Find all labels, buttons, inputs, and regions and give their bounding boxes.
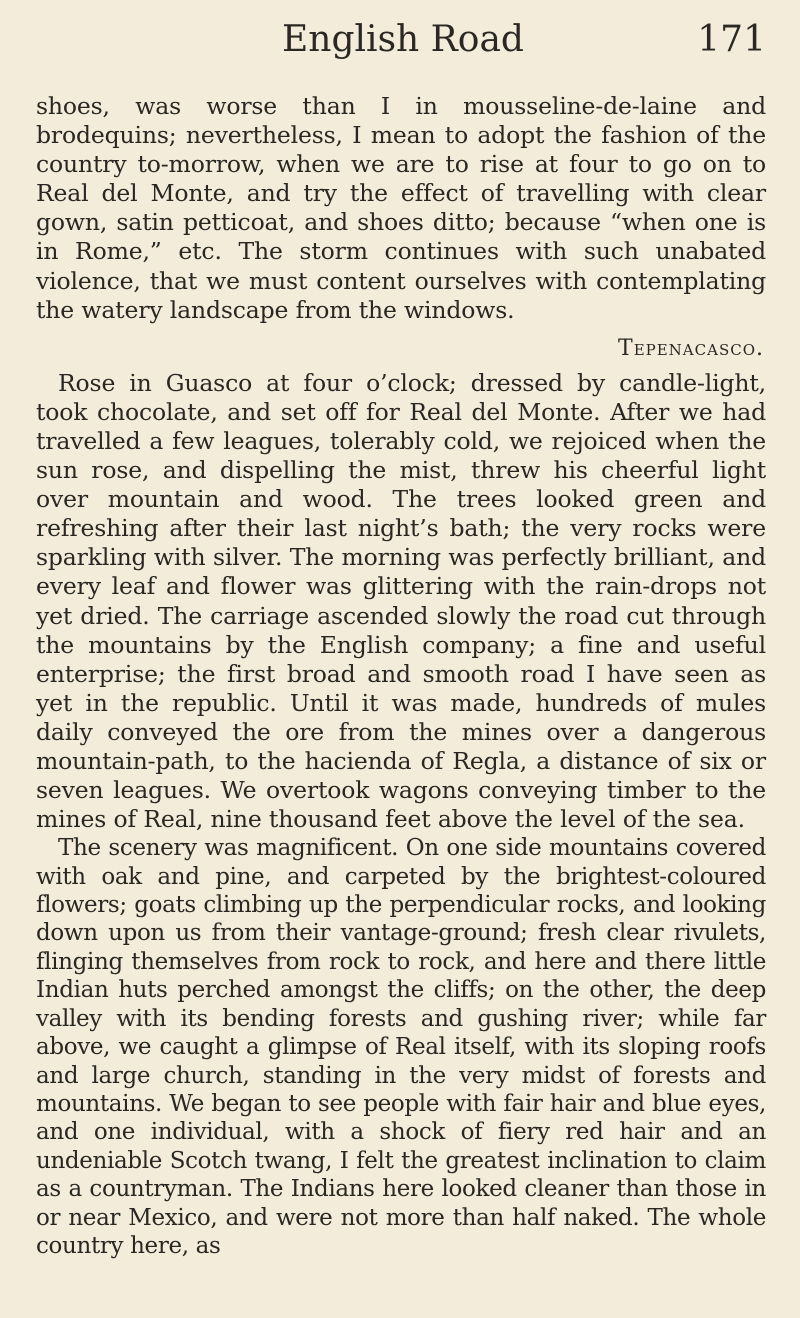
running-header [36, 12, 770, 72]
paragraph-continued: shoes, was worse than I in mousseline-de-laine and brodequins; nevertheless, I mean to adopt the fashion of the country to-morrow, when we are to rise at four to go on to Real del Monte, and try the effect of travelling with clear gown, satin petticoat, and shoes ditto; because “when one is in Rome,” etc. The storm continues with such unabated violence, that we must content ourselves with contemplating the watery landscape from the windows. [36, 92, 766, 324]
body-text [36, 92, 766, 1260]
section-heading: Tepenacasco. [618, 335, 764, 361]
running-title: English Road [282, 19, 524, 60]
paragraph-scenery: The scenery was magnificent. On one side mountains covered with oak and pine, and carpeted by the brightest-coloured flowers; goats climbing up the perpendicular rocks, and looking down upon us from their vantage-ground; fresh clear rivulets, flinging themselves from rock to rock, and here and there little Indian huts perched amongst the cliffs; on the other, the deep valley with its bending forests and gushing river; while far above, we caught a glimpse of Real itself, with its sloping roofs and large church, standing in the very midst of forests and mountains. We began to see people with fair hair and blue eyes, and one individual, with a shock of fiery red hair and an undeniable Scotch twang, I felt the greatest inclination to claim as a countryman. The Indians here looked cleaner than those in or near Mexico, and were not more than half naked. The whole country here, as [36, 835, 766, 1259]
page-number: 171 [697, 19, 766, 60]
paragraph-tepenacasco: Rose in Guasco at four o’clock; dressed by candle-light, took chocolate, and set off for Real del Monte. After we had travelled a few leagues, tolerably cold, we rejoiced when the sun rose, and dispelling the mist, threw his cheerful light over mountain and wood. The trees looked green and refreshing after their last night’s bath; the very rocks were sparkling with silver. The morning was perfectly brilliant, and every leaf and flower was glittering with the rain-drops not yet dried. The carriage ascended slowly the road cut through the mountains by the English company; a fine and useful enterprise; the first broad and smooth road I have seen as yet in the republic. Until it was made, hundreds of mules daily conveyed the ore from the mines over a dangerous mountain-path, to the hacienda of Regla, a distance of six or seven leagues. We overtook wagons conveying timber to the mines of Real, nine thousand feet above the level of the sea. [36, 368, 766, 834]
